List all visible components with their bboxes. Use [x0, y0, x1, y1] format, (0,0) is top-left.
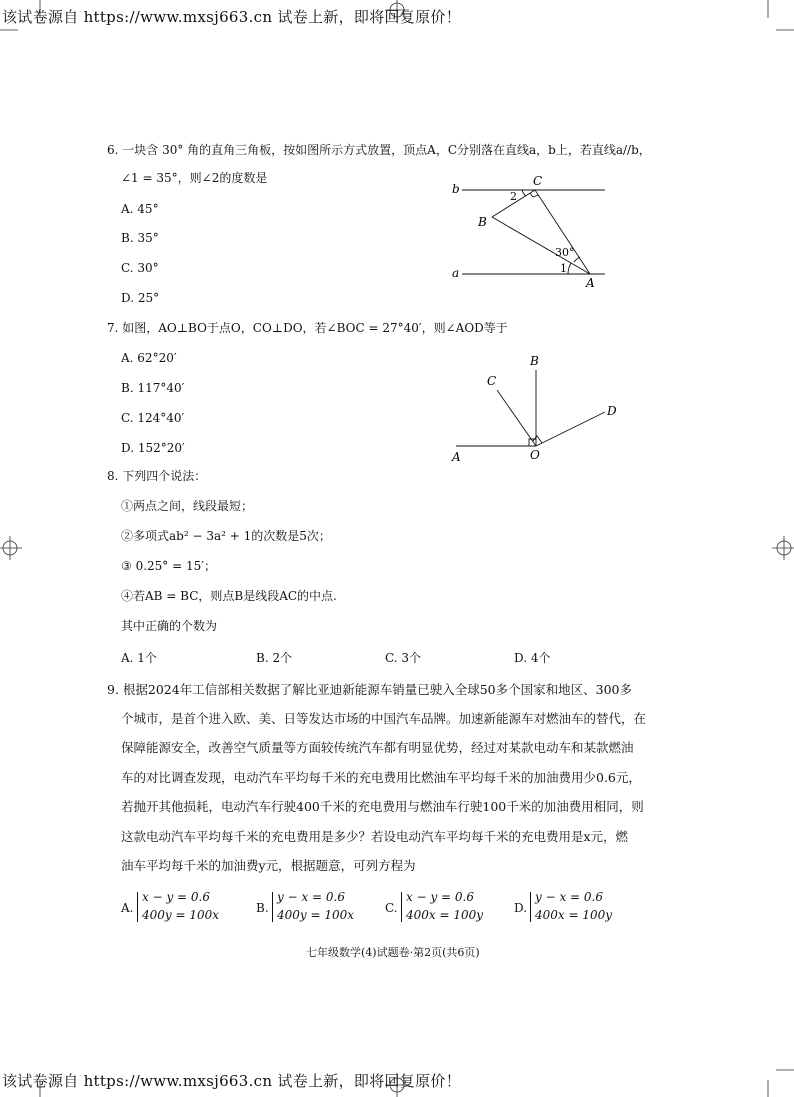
q9-line-6: 这款电动汽车平均每千米的充电费用是多少？若设电动汽车平均每千米的充电费用是x元，燃 — [121, 829, 629, 844]
q8-item-4: ④若AB = BC，则点B是线段AC的中点. — [121, 589, 337, 603]
q9-line-2: 个城市，是首个进入欧、美、日等发达市场的中国汽车品牌。加速新能源车对燃油车的替代，在 — [121, 711, 647, 726]
q9-option-c-eq2: 400x = 100y — [406, 908, 484, 922]
watermark-bottom: 该试卷源自 https://www.mxsj663.cn 试卷上新，即将回复原价！ — [2, 1072, 462, 1090]
q9-line-5: 若抛开其他损耗，电动汽车行驶400千米的充电费用与燃油车行驶100千米的加油费用相同，则 — [121, 799, 644, 814]
q9-option-b-eq1: y − x = 0.6 — [277, 890, 345, 904]
q9-option-c-eq1: x − y = 0.6 — [406, 890, 474, 904]
q9-line-7: 油车平均每千米的加油费y元，根据题意，可列方程为 — [121, 858, 416, 873]
q7-option-a: A. 62°20′ — [121, 351, 177, 365]
q8-option-c: C. 3个 — [385, 651, 422, 665]
q9-line-3: 保障能源安全，改善空气质量等方面较传统汽车都有明显优势，经过对某款电动车和某款燃油 — [121, 740, 634, 755]
q7-label-a: A — [452, 450, 461, 464]
q9-option-d-eq1: y − x = 0.6 — [535, 890, 603, 904]
q8-option-d: D. 4个 — [514, 651, 551, 665]
q8-option-b: B. 2个 — [256, 651, 293, 665]
q6-option-a: A. 45° — [121, 202, 159, 216]
q7-label-b: B — [530, 354, 539, 368]
q9-option-d-label: D. — [514, 901, 528, 915]
q7-label-d: D — [607, 404, 617, 418]
q9-option-c-label: C. — [385, 901, 398, 915]
q6-label-angle1: 1 — [560, 262, 567, 275]
q6-option-d: D. 25° — [121, 291, 160, 305]
q6-line2: ∠1 = 35°，则∠2的度数是 — [121, 171, 268, 185]
q6-figure — [440, 170, 620, 290]
q7-label-o: O — [530, 448, 540, 462]
q9-option-b-eq2: 400y = 100x — [277, 908, 355, 922]
q9-option-a-eq2: 400y = 100x — [142, 908, 220, 922]
q6-option-b: B. 35° — [121, 231, 159, 245]
page-footer: 七年级数学(4)试题卷·第2页(共6页) — [306, 946, 480, 959]
q9-line-1: 9. 根据2024年工信部相关数据了解比亚迪新能源车销量已驶入全球50多个国家和地区、300多 — [107, 682, 632, 697]
q8-prompt: 其中正确的个数为 — [121, 619, 218, 633]
q7-option-c: C. 124°40′ — [121, 411, 185, 425]
q9-line-4: 车的对比调查发现，电动汽车平均每千米的充电费用比燃油车平均每千米的加油费用少0.6元， — [121, 770, 641, 785]
q9-option-d-eq2: 400x = 100y — [535, 908, 613, 922]
q6-label-c: C — [533, 174, 543, 188]
q7-option-b: B. 117°40′ — [121, 381, 185, 395]
q8-option-a: A. 1个 — [121, 651, 157, 665]
q7-figure — [440, 350, 630, 465]
q8-item-1: ①两点之间，线段最短； — [121, 499, 254, 513]
q6-line1: 6. 一块含 30° 角的直角三角板，按如图所示方式放置，顶点A，C分别落在直线a，b上，若直线a//b， — [107, 143, 651, 157]
q7-label-c: C — [487, 374, 497, 388]
q6-label-b: b — [452, 182, 460, 196]
q9-option-a-label: A. — [121, 901, 134, 915]
q6-option-c: C. 30° — [121, 261, 159, 275]
q6-label-30deg: 30° — [555, 246, 575, 259]
q8-item-2: ②多项式ab² − 3a² + 1的次数是5次； — [121, 529, 331, 543]
q7-option-d: D. 152°20′ — [121, 441, 185, 455]
watermark-top: 该试卷源自 https://www.mxsj663.cn 试卷上新，即将回复原价！ — [2, 8, 462, 26]
q8-item-3: ③ 0.25° = 15′； — [121, 559, 216, 573]
q6-label-a-vertex: A — [586, 276, 595, 290]
q6-label-b-vertex: B — [478, 215, 487, 229]
q8-line1: 8. 下列四个说法： — [107, 469, 207, 483]
q6-label-angle2: 2 — [510, 190, 517, 203]
q7-line1: 7. 如图，AO⊥BO于点O，CO⊥DO，若∠BOC = 27°40′，则∠AOD等于 — [107, 321, 508, 335]
q9-option-a-eq1: x − y = 0.6 — [142, 890, 210, 904]
q6-label-a: a — [452, 266, 460, 280]
q9-option-b-label: B. — [256, 901, 269, 915]
